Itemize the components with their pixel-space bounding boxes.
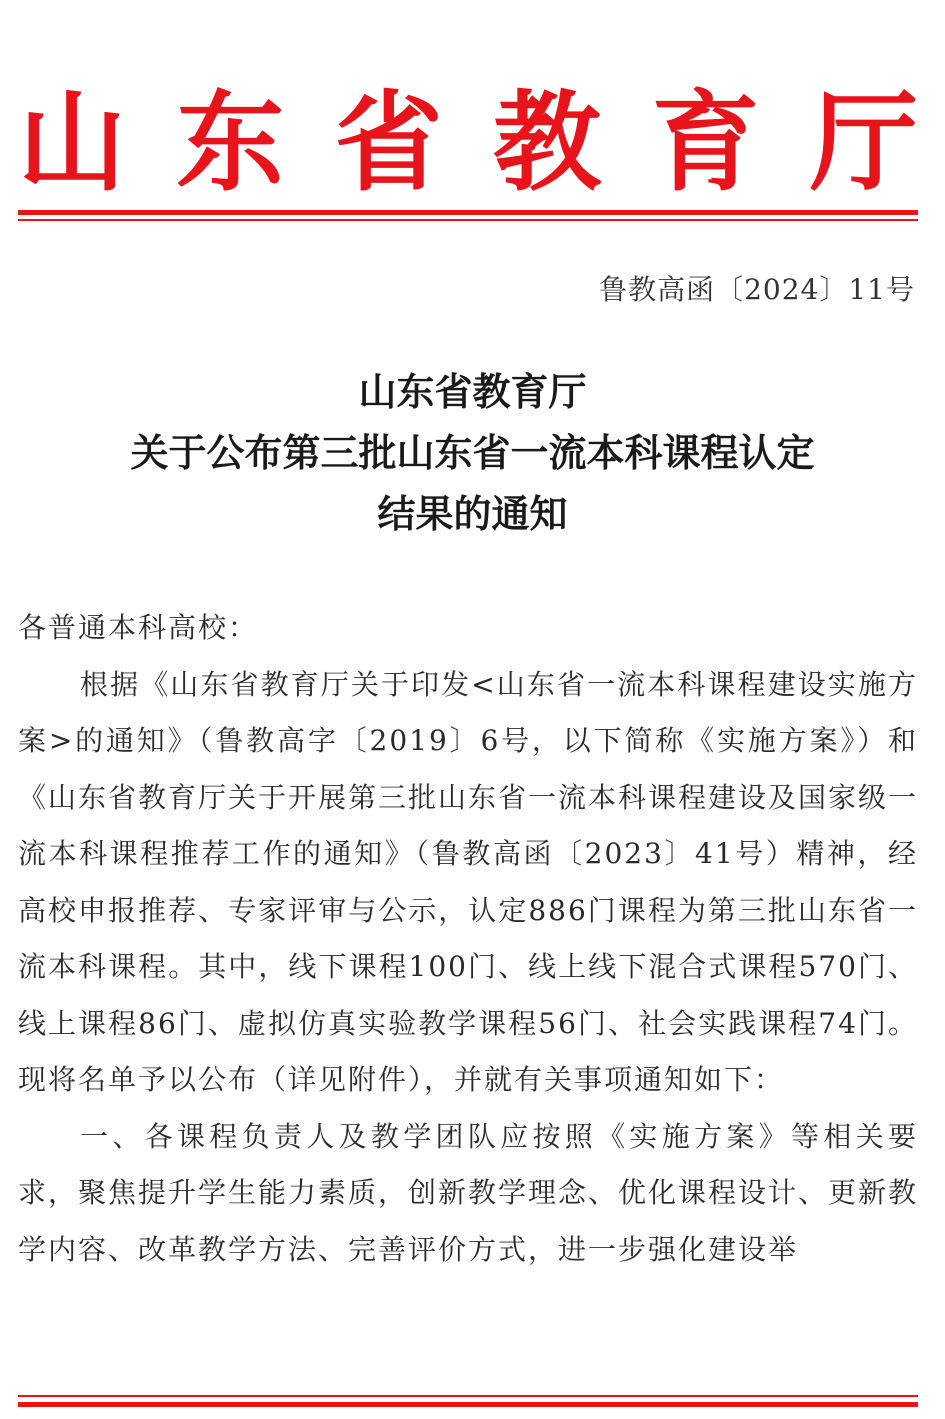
masthead-char: 教: [493, 80, 602, 206]
masthead-char: 省: [334, 80, 443, 206]
salutation: 各普通本科高校：: [18, 611, 259, 644]
body-paragraph-2: 一、各课程负责人及教学团队应按照《实施方案》等相关要求，聚焦提升学生能力素质，创新教学理念、优化课程设计、更新教学内容、改革教学方法、完善评价方式，进一步强化建设举: [18, 1119, 919, 1266]
document-number: 鲁教高函〔2024〕11号: [599, 273, 915, 306]
red-divider-bottom-thin: [18, 1395, 918, 1397]
title-line-3: 结果的通知: [377, 492, 568, 536]
masthead-char: 东: [176, 80, 285, 206]
masthead-char: 山: [18, 80, 127, 206]
masthead-title: [18, 78, 918, 208]
masthead-char: 厅: [809, 80, 918, 206]
notice-title: [0, 362, 945, 545]
red-divider-top-thick: [18, 210, 918, 215]
red-divider-top-thin: [18, 219, 918, 221]
title-line-2: 关于公布第三批山东省一流本科课程认定: [130, 431, 815, 475]
body-paragraph-1: 根据《山东省教育厅关于印发<山东省一流本科课程建设实施方案>的通知》（鲁教高字〔2019〕6号，以下简称《实施方案》）和《山东省教育厅关于开展第三批山东省一流本科课程建设及国家级一流本科课程推荐工作的通知》（鲁教高函〔2023〕41号）精神，经高校申报推荐、专家评审与公示，认定886门课程为第三批山东省一流本科课程。其中，线下课程100门、线上线下混合式课程570门、线上课程86门、虚拟仿真实验教学课程56门、社会实践课程74门。现将名单予以公布（详见附件），并就有关事项通知如下：: [18, 667, 919, 1096]
red-divider-bottom-thick: [18, 1402, 918, 1407]
notice-body: [18, 600, 918, 1278]
masthead-char: 育: [651, 80, 760, 206]
title-line-1: 山东省教育厅: [358, 370, 587, 414]
